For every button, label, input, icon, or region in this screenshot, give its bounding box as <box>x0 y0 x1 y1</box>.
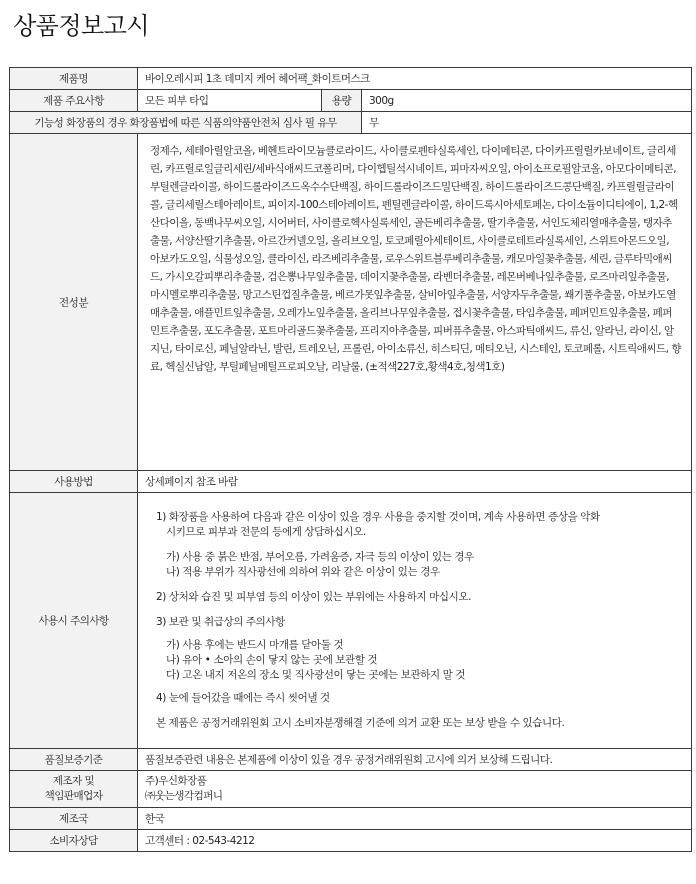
caution-item-1-cont: 시키므로 피부과 전문의 등에게 상담하십시오. <box>166 526 366 538</box>
country-value: 한국 <box>138 808 692 830</box>
usage-label: 사용방법 <box>10 471 138 493</box>
row-functional <box>10 112 692 134</box>
product-info-table <box>9 67 692 852</box>
manufacturer-value-line2: ㈜웃는생각컴퍼니 <box>145 790 223 802</box>
country-label: 제조국 <box>10 808 138 830</box>
row-caution <box>10 493 692 749</box>
support-value: 고객센터 : 02-543-4212 <box>138 830 692 852</box>
spec-value: 모든 피부 타입 <box>138 90 322 112</box>
product-name-value: 바이오레시피 1초 데미지 케어 헤어팩_화이트머스크 <box>138 68 692 90</box>
manufacturer-value-line1: 주)우신화장품 <box>145 775 207 787</box>
ingredients-cell <box>138 134 692 471</box>
row-spec <box>10 90 692 112</box>
caution-notice: 본 제품은 공정거래위원회 고시 소비자분쟁해결 기준에 의거 교환 또는 보상 받을 수 있습니다. <box>156 717 565 729</box>
manufacturer-label-line2: 책임판매업자 <box>44 790 103 802</box>
caution-item-2: 2) 상처와 습진 및 피부염 등의 이상이 있는 부위에는 사용하지 마십시오. <box>156 591 472 603</box>
manufacturer-value <box>138 771 692 808</box>
usage-value: 상세페이지 참조 바람 <box>138 471 692 493</box>
product-name-label: 제품명 <box>10 68 138 90</box>
warranty-label: 품질보증기준 <box>10 749 138 771</box>
row-warranty <box>10 749 692 771</box>
volume-value: 300g <box>362 90 692 112</box>
caution-item-3-b: 나) 유아 • 소아의 손이 닿지 않는 곳에 보관할 것 <box>166 654 378 666</box>
caution-item-1-a: 가) 사용 중 붉은 반점, 부어오름, 가려움증, 자극 등의 이상이 있는 경우 <box>166 551 474 563</box>
row-support <box>10 830 692 852</box>
manufacturer-label-line1: 제조자 및 <box>52 775 95 787</box>
ingredients-text: 정제수, 세테아릴알코올, 베헨트라이모늄클로라이드, 사이클로펜타실록세인, 다이메티콘, 다이카프릴릴카보네이트, 글리세린, 카프릴로일글리세린/세바식애씨드코폴리머, 다이헵틸석시네이트, 피마자씨오일, 아이소프로필알코올, 아모다이메티콘, 부틸렌글라이콜, 하이드롤라이즈드옥수수단백질, 하이드롤라이즈드밀단백질, 하이드롤라이즈드콩단백질, 카프릴릴글라이콜, 글리세릴스테아레이트, 피이지-100스테아레이트, 펜틸렌글라이콜, 하이드록시아세토페논, 다이소듐이디티에이, 1,2-헥산다이올, 동백나무씨오일, 시어버터, 사이클로헥사실록세인, 골든베리추출물, 딸기추출물, 서인도체리열매추출물, 탱자추출물, 서양산딸기추출물, 아르간커넬오일, 올리브오일, 토코페릴아세테이트, 사이클로테트라실록세인, 스위트아몬드오일, 아보카도오일, 식물성오일, 클라이신, 라즈베리추출물, 로우스위트블루베리추출물, 캐모마일꽃추출물, 세린, 글루타믹애씨드, 가시오갈피뿌리추출물, 검은뽕나무잎추출물, 데이지꽃추출물, 라벤더추출물, 레몬버베나잎추출물, 로즈마리잎추출물, 마시멜로뿌리추출물, 망고스틴껍질추출물, 베르가못잎추출물, 살비아잎추출물, 서양자두추출물, 쐐기풀추출물, 아보카도열매추출물, 애플민트잎추출물, 오레가노잎추출물, 올리브나무잎추출물, 접시꽃추출물, 타임추출물, 페퍼민트잎추출물, 페퍼민트추출물, 포도추출물, 포트마리골드꽃추출물, 프리지아추출물, 피버퓨추출물, 아스파틱애씨드, 류신, 알라닌, 라이신, 알지닌, 타이로신, 페닐알라닌, 발린, 트레오닌, 프롤린, 아이소류신, 히스티딘, 메티오닌, 시스테인, 토코페롤, 시트릭애씨드, 향료, 헥실신남알, 부틸페닐메틸프로피오날, 리날룰, (±적색227호,황색4호,청색1호) <box>150 145 681 373</box>
functional-value: 무 <box>362 112 692 134</box>
row-product-name <box>10 68 692 90</box>
functional-label: 기능성 화장품의 경우 화장품법에 따른 식품의약품안전처 심사 필 유무 <box>10 112 362 134</box>
caution-item-3: 3) 보관 및 취급상의 주의사항 <box>156 616 285 628</box>
warranty-value: 품질보증관련 내용은 본제품에 이상이 있을 경우 공정거래위원회 고시에 의거 보상해 드립니다. <box>138 749 692 771</box>
caution-item-4: 4) 눈에 들어갔을 때에는 즉시 씻어낼 것 <box>156 692 330 704</box>
caution-item-3-c: 다) 고온 내지 저온의 장소 및 직사광선이 닿는 곳에는 보관하지 말 것 <box>166 669 466 681</box>
volume-label: 용량 <box>322 90 362 112</box>
caution-cell <box>138 493 692 749</box>
caution-label: 사용시 주의사항 <box>10 493 138 749</box>
caution-item-1: 1) 화장품을 사용하여 다음과 같은 이상이 있을 경우 사용을 중지할 것이며, 계속 사용하면 증상을 악화 <box>156 511 600 523</box>
caution-item-3-a: 가) 사용 후에는 반드시 마개를 닫아둘 것 <box>166 639 344 651</box>
page-title: 상품정보고시 <box>13 12 150 40</box>
row-ingredients <box>10 134 692 471</box>
caution-item-1-b: 나) 적용 부위가 직사광선에 의하여 위와 같은 이상이 있는 경우 <box>166 566 440 578</box>
ingredients-label: 전성분 <box>10 134 138 471</box>
support-label: 소비자상담 <box>10 830 138 852</box>
row-usage <box>10 471 692 493</box>
manufacturer-label <box>10 771 138 808</box>
row-country <box>10 808 692 830</box>
row-manufacturer <box>10 771 692 808</box>
spec-label: 제품 주요사항 <box>10 90 138 112</box>
